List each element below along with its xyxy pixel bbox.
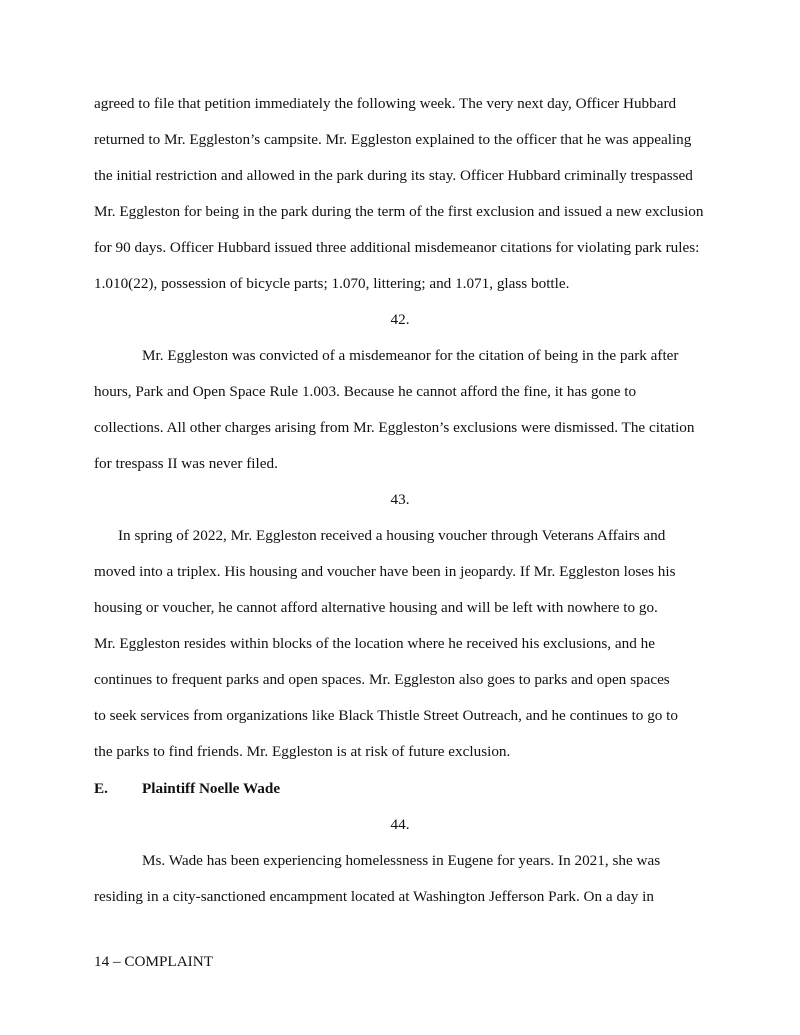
section-letter: E.: [94, 780, 108, 797]
body-line: collections. All other charges arising from Mr. Eggleston’s exclusions were dismissed. The citation: [94, 419, 695, 436]
paragraph-number: 43.: [390, 491, 410, 508]
body-line: hours, Park and Open Space Rule 1.003. Because he cannot afford the fine, it has gone to: [94, 383, 637, 400]
body-line: residing in a city-sanctioned encampment located at Washington Jefferson Park. On a day in: [94, 888, 654, 905]
body-line: agreed to file that petition immediately the following week. The very next day, Officer Hubbard: [94, 95, 677, 112]
page-footer: 14 – COMPLAINT: [94, 953, 213, 970]
section-heading: [94, 779, 280, 799]
body-line: for trespass II was never filed.: [94, 455, 278, 472]
section-title: Plaintiff Noelle Wade: [142, 780, 281, 797]
body-line: returned to Mr. Eggleston’s campsite. Mr. Eggleston explained to the officer that he was appealing: [94, 131, 692, 148]
paragraph-number: 44.: [390, 816, 410, 833]
body-line: Mr. Eggleston resides within blocks of the location where he received his exclusions, and he: [94, 635, 655, 652]
body-line: moved into a triplex. His housing and voucher have been in jeopardy. If Mr. Eggleston loses his: [94, 563, 676, 580]
body-line: continues to frequent parks and open spaces. Mr. Eggleston also goes to parks and open spaces: [94, 671, 670, 688]
body-line: for 90 days. Officer Hubbard issued three additional misdemeanor citations for violating park rules:: [94, 239, 700, 256]
body-line: housing or voucher, he cannot afford alternative housing and will be left with nowhere to go.: [94, 599, 658, 616]
body-line: In spring of 2022, Mr. Eggleston received a housing voucher through Veterans Affairs and: [118, 527, 666, 544]
body-line: the parks to find friends. Mr. Eggleston is at risk of future exclusion.: [94, 743, 511, 760]
body-line: Mr. Eggleston was convicted of a misdemeanor for the citation of being in the park after: [142, 347, 679, 364]
body-line: Mr. Eggleston for being in the park during the term of the first exclusion and issued a new exclusion: [94, 203, 704, 220]
body-line: the initial restriction and allowed in the park during its stay. Officer Hubbard criminally trespassed: [94, 167, 693, 184]
body-line: Ms. Wade has been experiencing homelessness in Eugene for years. In 2021, she was: [142, 852, 661, 869]
body-line: 1.010(22), possession of bicycle parts; 1.070, littering; and 1.071, glass bottle.: [94, 275, 570, 292]
paragraph-number: 42.: [390, 311, 410, 328]
body-line: to seek services from organizations like Black Thistle Street Outreach, and he continues to go to: [94, 707, 678, 724]
